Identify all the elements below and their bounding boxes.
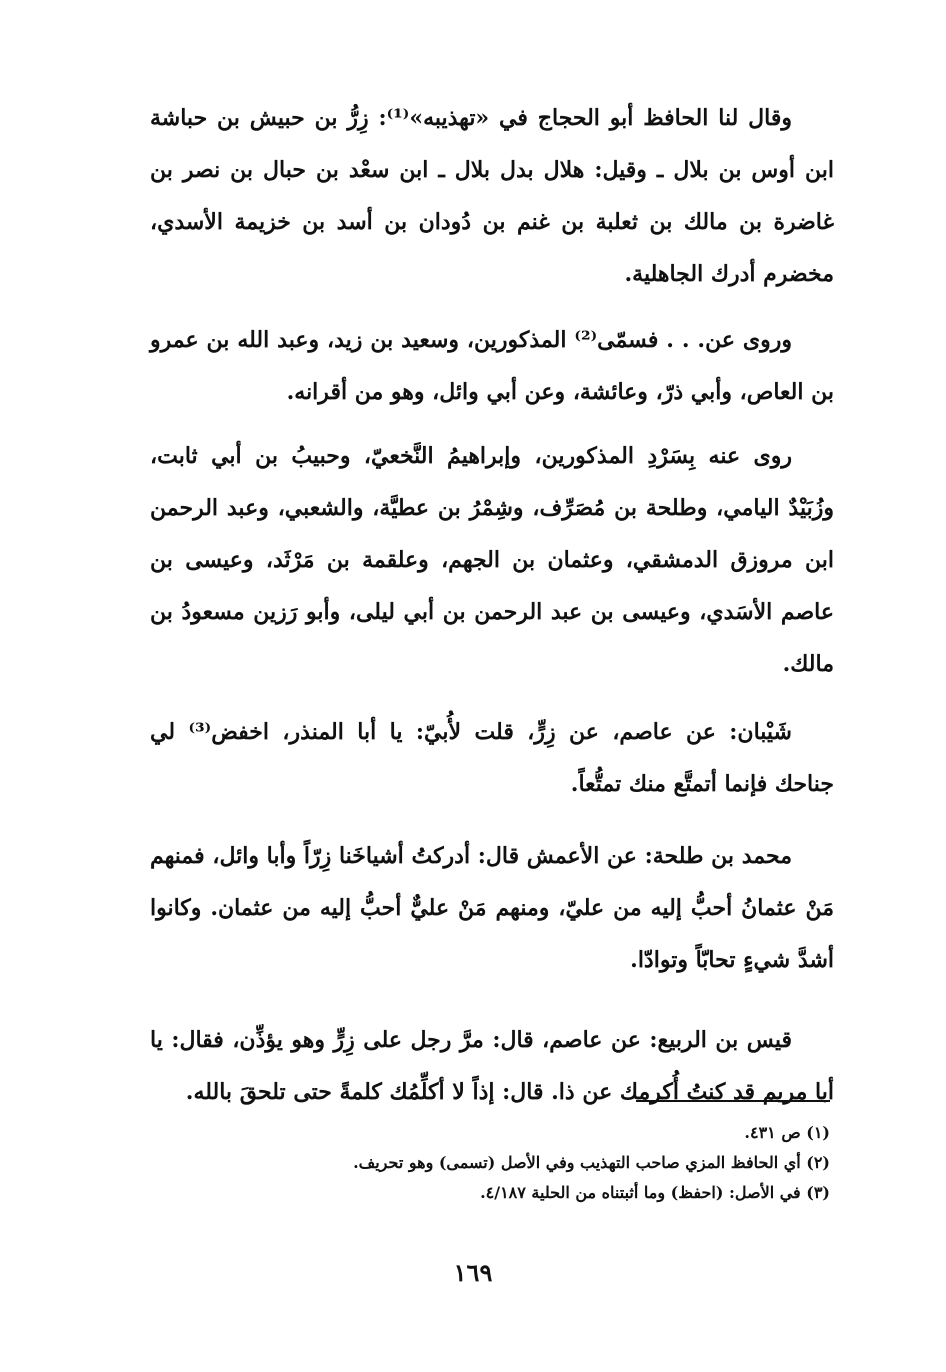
paragraph-muhammad-ibn-talha: محمد بن طلحة: عن الأعمش قال: أدركتُ أشياخَنا زِرّاً وأبا وائل، فمنهم مَنْ عثمانُ أحبُّ إليه من عليّ، ومنهم مَنْ عليٌّ أحبُّ إليه من عثمان. وكانوا أشدَّ شيءٍ تحابّاً وتوادّا. (150, 843, 834, 973)
page-number: ١٦٩ (453, 1258, 493, 1287)
footnote-1: (١) ص ٤٣١. (744, 1123, 830, 1142)
main-text (150, 92, 834, 1118)
paragraph-narrated-from: وروى عن. . . فسمّى⁽²⁾ المذكورين، وسعيد بن زيد، وعبد الله بن عمرو بن العاص، وأبي ذرّ، وعائشة، وعن أبي وائل، وهو من أقرانه. (150, 327, 834, 405)
footnote-2: (٢) أي الحافظ المزي صاحب التهذيب وفي الأصل (تسمى) وهو تحريف. (353, 1153, 830, 1172)
paragraph-narrators-from-him: روى عنه بِسَرْدِ المذكورين، وإبراهيمُ النَّخعيّ، وحبيبُ بن أبي ثابت، وزُبَيْدٌ اليامي، وطلحة بن مُصَرِّف، وشِمْرُ بن عطيَّة، والشعبي، وعبد الرحمن ابن مروزق الدمشقي، وعثمان بن الجهم، وعلقمة بن مَرْثَد، وعيسى بن عاصم الأسَدي، وعيسى بن عبد الرحمن بن أبي ليلى، وأبو رَزين مسعودُ بن مالك. (150, 443, 834, 677)
footnote-3: (٣) في الأصل: (احفظ) وما أثبتناه من الحلية ٤/١٨٧. (480, 1183, 830, 1202)
paragraph-shayban: شَيْبان: عن عاصم، عن زِرٍّ، قلت لأُبيّ: يا أبا المنذر، اخفض⁽³⁾ لي جناحك فإنما أتمتَّع منك تمتُّعاً. (150, 719, 834, 797)
paragraph-biography: وقال لنا الحافظ أبو الحجاج في «تهذيبه»⁽¹⁾: زِرُّ بن حبيش بن حباشة ابن أوس بن بلال ـ وقيل: هلال بدل بلال ـ ابن سعْد بن حبال بن نصر بن غاضرة بن مالك بن ثعلبة بن غنم بن دُودان بن أسد بن خزيمة الأسدي، مخضرم أدرك الجاهلية. (150, 105, 834, 287)
footnote-divider (636, 1100, 830, 1102)
footnotes (150, 1118, 830, 1208)
paragraph-qays-ibn-al-rabi: قيس بن الربيع: عن عاصم، قال: مرَّ رجل على زِرٍّ وهو يؤذِّن، فقال: يا أبا مريم قد كنتُ أُكرمك عن ذا. قال: إذاً لا أكلِّمُك كلمةً حتى تلحقَ بالله. (150, 1027, 834, 1105)
